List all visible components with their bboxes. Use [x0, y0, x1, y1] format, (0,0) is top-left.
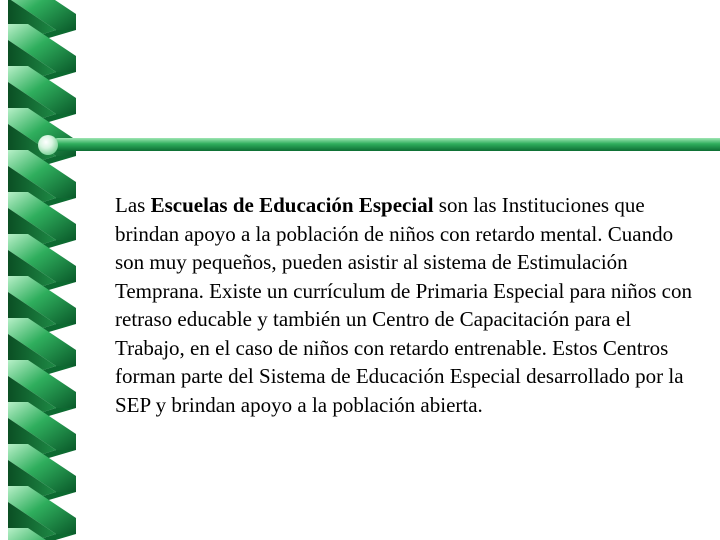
body-paragraph	[115, 191, 695, 419]
body-text-rest: son las Instituciones que brindan apoyo a la población de niños con retardo mental. Cuando son muy pequeños, pueden asistir al sistema de Estimulación Temprana. Existe un currículum de Primaria Especial para niños con retraso educable y también un Centro de Capacitación para el Trabajo, en el caso de niños con retardo entrenable. Estos Centros forman parte del Sistema de Educación Especial desarrollado por la SEP y brindan apoyo a la población abierta.	[115, 193, 692, 417]
body-text-bold-term: Escuelas de Educación Especial	[150, 193, 434, 217]
decorative-ribbon-border	[0, 0, 100, 540]
horizontal-rule	[52, 138, 720, 151]
body-text-intro: Las	[115, 193, 151, 217]
rule-knob	[38, 135, 58, 155]
